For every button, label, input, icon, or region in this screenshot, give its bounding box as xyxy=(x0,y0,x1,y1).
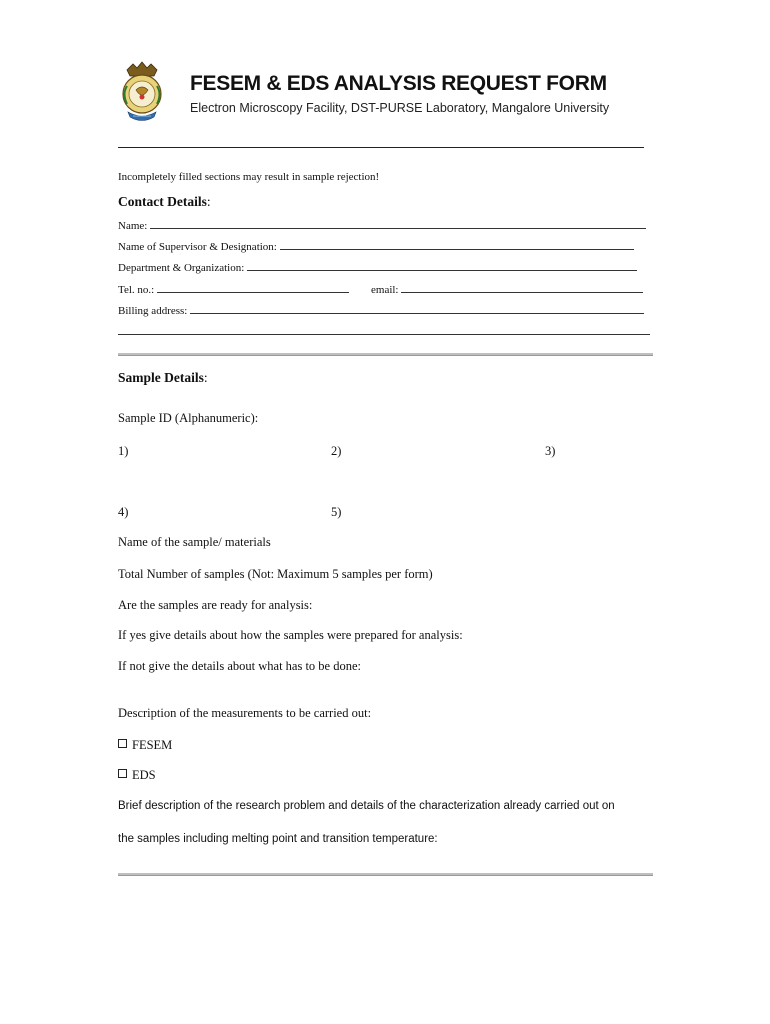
name-label: Name: xyxy=(118,220,148,232)
sample-details-heading: Sample Details: xyxy=(118,370,208,385)
eds-option[interactable] xyxy=(118,768,156,783)
email-label: email: xyxy=(371,284,399,296)
email-field[interactable] xyxy=(401,281,643,293)
tel-field[interactable] xyxy=(157,281,349,293)
university-seal-logo xyxy=(119,60,165,126)
section-divider xyxy=(118,353,653,356)
brief-description-line-1: Brief description of the research problem and details of the characterization already carried out on xyxy=(118,800,615,812)
email-row xyxy=(371,281,643,296)
form-subtitle: Electron Microscopy Facility, DST-PURSE Laboratory, Mangalore University xyxy=(190,101,610,115)
fesem-label: FESEM xyxy=(132,738,173,752)
contact-details-heading: Contact Details: xyxy=(118,194,211,209)
name-field[interactable] xyxy=(150,217,646,229)
sample-slot-4[interactable]: 4) xyxy=(118,505,129,519)
billing-label: Billing address: xyxy=(118,305,188,317)
billing-row-2 xyxy=(118,323,650,338)
eds-label: EDS xyxy=(132,768,156,782)
billing-field[interactable] xyxy=(190,302,644,314)
rejection-note: Incompletely filled sections may result in sample rejection! xyxy=(118,171,380,183)
tel-label: Tel. no.: xyxy=(118,284,155,296)
department-field[interactable] xyxy=(247,259,637,271)
sample-slot-5[interactable]: 5) xyxy=(331,505,342,519)
total-samples-label: Total Number of samples (Not: Maximum 5 samples per form) xyxy=(118,567,433,581)
department-row xyxy=(118,259,637,274)
billing-field-line-2[interactable] xyxy=(118,323,650,335)
sample-slot-3[interactable]: 3) xyxy=(545,444,556,458)
fesem-option[interactable] xyxy=(118,738,172,753)
supervisor-label: Name of Supervisor & Designation: xyxy=(118,241,277,253)
billing-row xyxy=(118,302,644,317)
sample-slot-1[interactable]: 1) xyxy=(118,444,129,458)
eds-checkbox[interactable] xyxy=(118,769,127,778)
if-not-label: If not give the details about what has to be done: xyxy=(118,659,361,673)
name-row xyxy=(118,217,646,232)
sample-name-label: Name of the sample/ materials xyxy=(118,535,271,549)
if-yes-label: If yes give details about how the samples were prepared for analysis: xyxy=(118,628,463,642)
brief-description-line-2: the samples including melting point and transition temperature: xyxy=(118,833,438,845)
fesem-checkbox[interactable] xyxy=(118,739,127,748)
department-label: Department & Organization: xyxy=(118,262,245,274)
supervisor-row xyxy=(118,238,634,253)
measurements-label: Description of the measurements to be carried out: xyxy=(118,706,372,720)
ready-label: Are the samples are ready for analysis: xyxy=(118,598,313,612)
sample-id-label: Sample ID (Alphanumeric): xyxy=(118,411,259,425)
tel-row xyxy=(118,281,349,296)
header-divider xyxy=(118,147,644,148)
sample-slot-2[interactable]: 2) xyxy=(331,444,342,458)
supervisor-field[interactable] xyxy=(280,238,634,250)
bottom-divider xyxy=(118,873,653,876)
form-title: FESEM & EDS ANALYSIS REQUEST FORM xyxy=(190,72,607,95)
